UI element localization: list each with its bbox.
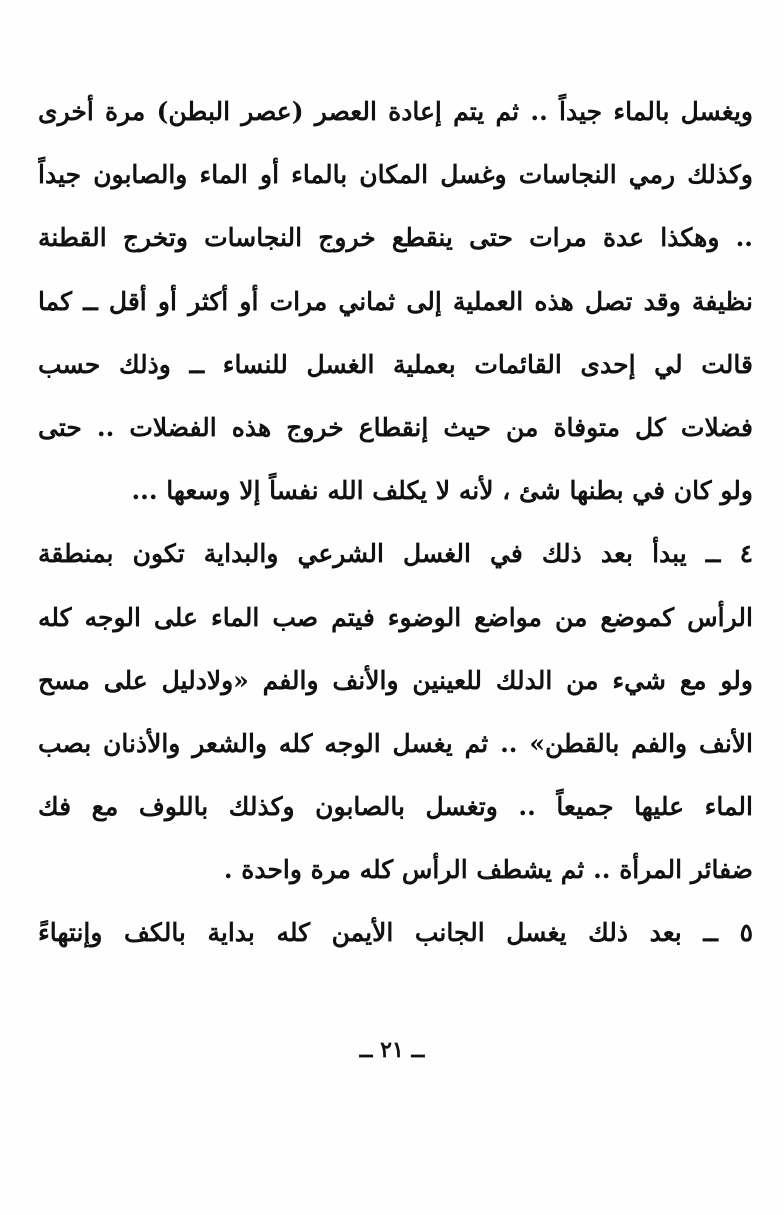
page-number: ــ ٢١ ــ <box>359 1037 425 1063</box>
body-text <box>38 80 753 965</box>
text-line: ضفائر المرأة .. ثم يشطف الرأس كله مرة واحدة . <box>223 855 753 885</box>
text-line: الأنف والفم بالقطن» .. ثم يغسل الوجه كله والشعر والأذنان بصب <box>38 728 753 758</box>
text-line: ويغسل بالماء جيداً .. ثم يتم إعادة العصر (عصر البطن) مرة أخرى <box>38 97 753 126</box>
text-line: ولو كان في بطنها شئ ، لأنه لا يكلف الله نفساً إلا وسعها ... <box>131 476 753 506</box>
text-line: نظيفة وقد تصل هذه العملية إلى ثماني مرات أو أكثر أو أقل ــ كما <box>38 286 753 316</box>
text-line: فضلات كل متوفاة من حيث إنقطاع خروج هذه الفضلات .. حتى <box>38 412 753 442</box>
text-line: .. وهكذا عدة مرات حتى ينقطع خروج النجاسات وتخرج القطنة <box>38 223 753 253</box>
text-line: ولو مع شيء من الدلك للعينين والأنف والفم «ولادليل على مسح <box>38 665 753 695</box>
text-line: وكذلك رمي النجاسات وغسل المكان بالماء أو الماء والصابون جيداً <box>38 160 753 190</box>
text-line: الماء عليها جميعاً .. وتغسل بالصابون وكذلك باللوف مع فك <box>38 792 753 822</box>
text-line: الرأس كموضع من مواضع الوضوء فيتم صب الماء على الوجه كله <box>38 602 753 632</box>
text-line: قالت لي إحدى القائمات بعملية الغسل للنساء ــ وذلك حسب <box>38 349 753 379</box>
text-line: ٤ ــ يبدأ بعد ذلك في الغسل الشرعي والبداية تكون بمنطقة <box>38 539 753 569</box>
text-line: ٥ ــ بعد ذلك يغسل الجانب الأيمن كله بداية بالكف وإنتهاءً <box>38 918 753 948</box>
